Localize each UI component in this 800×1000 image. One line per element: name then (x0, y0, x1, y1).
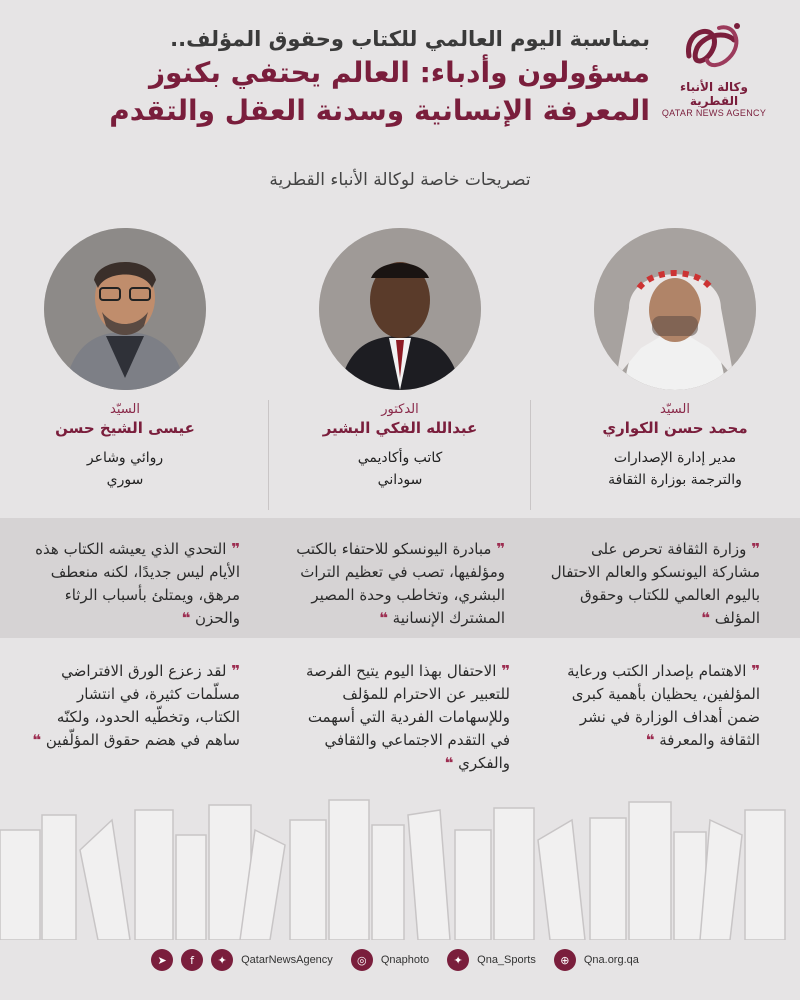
footer-handle-agency[interactable]: QatarNewsAgency (241, 954, 333, 966)
instagram-icon[interactable]: ◎ (351, 949, 373, 971)
quote-close-mark: ❝ (181, 609, 191, 627)
person-2-role (305, 447, 495, 491)
headline (30, 24, 650, 130)
quote-text: وزارة الثقافة تحرص على مشاركة اليونسكو والعالم الاحتفال باليوم العالمي للكتاب وحقوق المؤلف (550, 540, 760, 627)
quote-text: الاحتفال بهذا اليوم يتيح الفرصة للتعبير عن الاحترام للمؤلف وللإسهامات الفردية التي أسهمت في التقدم الاجتماعي والثقافي والفكري (306, 662, 510, 772)
logo-arabic-text: وكالة الأنباء القطرية (680, 80, 748, 108)
quote-open-mark: ❞ (231, 662, 240, 680)
subtitle: تصريحات خاصة لوكالة الأنباء القطرية (269, 170, 531, 190)
person-2-role-line1: كاتب وأكاديمي (357, 450, 443, 466)
quote-text: لقد زعزع الورق الافتراضي مسلّمات كثيرة، في انتشار الكتاب، وتخطّيه الحدود، ولكنّه ساهم في هضم حقوق المؤلّفين (45, 662, 240, 749)
person-3-role-line1: روائي وشاعر (86, 450, 164, 466)
quote-row1-col3 (30, 538, 240, 630)
twitter-sports-icon[interactable]: ✦ (447, 949, 469, 971)
social-footer (0, 940, 800, 980)
decorative-books-illustration (0, 790, 800, 940)
quote-close-mark: ❝ (701, 609, 710, 627)
quote-row1-col1 (550, 538, 760, 630)
telegram-icon[interactable]: ➤ (151, 949, 173, 971)
quote-close-mark: ❝ (645, 731, 655, 749)
person-2-role-line2: سوداني (377, 472, 423, 488)
person-1-honorific: السيّد (660, 402, 690, 417)
person-photo-2 (319, 228, 481, 390)
person-1-role-line2: والترجمة بوزارة الثقافة (608, 472, 742, 488)
quote-row1-col2 (295, 538, 505, 630)
person-2-name: عبدالله الفكي البشير (322, 419, 478, 437)
person-1-name: محمد حسن الكواري (602, 419, 748, 437)
person-3-portrait-icon (44, 228, 206, 390)
person-1-portrait-icon (594, 228, 756, 390)
person-card-3 (30, 228, 220, 491)
twitter-icon[interactable]: ✦ (211, 949, 233, 971)
person-3-honorific: السيّد (110, 402, 140, 417)
person-2-honorific: الدكتور (381, 402, 419, 417)
person-1-role (580, 447, 770, 491)
person-2-portrait-icon (319, 228, 481, 390)
quote-open-mark: ❞ (231, 540, 240, 558)
quote-close-mark: ❝ (32, 731, 42, 749)
column-divider-2 (268, 400, 269, 510)
quote-text: الاهتمام بإصدار الكتب ورعاية المؤلفين، يحظيان بأهمية كبرى ضمن أهداف الوزارة في نشر الثقافة والمعرفة (567, 662, 760, 749)
quote-text: مبادرة اليونسكو للاحتفاء بالكتب ومؤلفيها، تصب في تعظيم التراث البشري، وتخاطب وحدة المصير المشترك الإنسانية (296, 540, 505, 627)
quote-open-mark: ❞ (501, 662, 510, 680)
headline-title-line2: المعرفة الإنسانية وسدنة العقل والتقدم (109, 94, 650, 127)
person-photo-3 (44, 228, 206, 390)
person-card-1 (580, 228, 770, 491)
footer-handle-photo[interactable]: Qnaphoto (380, 954, 430, 966)
column-divider-1 (530, 400, 531, 510)
qna-logo-mark-icon (679, 18, 749, 78)
person-1-role-line1: مدير إدارة الإصدارات (613, 450, 737, 466)
quote-close-mark: ❝ (379, 609, 388, 627)
qna-logo (654, 18, 774, 118)
headline-title-line1: مسؤولون وأدباء: العالم يحتفي بكنوز (148, 56, 650, 89)
person-3-role-line2: سوري (106, 472, 144, 488)
facebook-icon[interactable]: f (181, 949, 203, 971)
headline-kicker: بمناسبة اليوم العالمي للكتاب وحقوق المؤلف.. (170, 27, 650, 51)
quote-text: التحدي الذي يعيشه الكتاب هذه الأيام ليس جديدًا، لكنه منعطف مرهق، ويمتلئ بأسباب الرثاء والحزن (35, 540, 240, 627)
footer-handle-sports[interactable]: Qna_Sports (477, 954, 536, 966)
quote-open-mark: ❞ (751, 540, 760, 558)
person-3-name: عيسى الشيخ حسن (55, 419, 195, 437)
quote-row2-col2 (290, 660, 510, 775)
quote-close-mark: ❝ (444, 754, 454, 772)
quote-open-mark: ❞ (496, 540, 505, 558)
globe-icon[interactable]: ⊕ (554, 949, 576, 971)
person-card-2 (305, 228, 495, 491)
quote-row2-col1 (550, 660, 760, 752)
quote-row2-col3 (30, 660, 240, 752)
quote-open-mark: ❞ (751, 662, 760, 680)
person-3-role (30, 447, 220, 491)
logo-english-text: QATAR NEWS AGENCY (661, 108, 767, 118)
footer-website[interactable]: Qna.org.qa (583, 954, 639, 966)
person-photo-1 (594, 228, 756, 390)
